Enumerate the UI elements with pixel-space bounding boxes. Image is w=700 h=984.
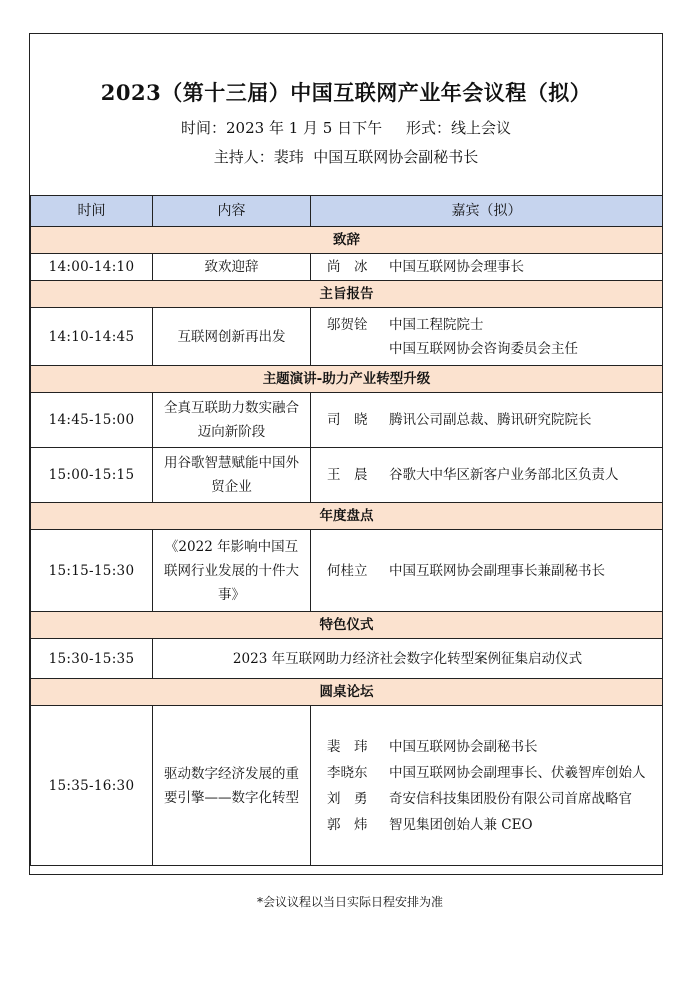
row-content: 全真互联助力数实融合迈向新阶段 (153, 393, 311, 448)
row-time: 14:10-14:45 (31, 308, 153, 366)
row-guests (311, 530, 663, 612)
guest-name: 裴 玮 (327, 738, 368, 755)
row-time: 14:00-14:10 (31, 254, 153, 281)
section-title: 主题演讲-助力产业转型升级 (31, 366, 663, 393)
row-time: 15:30-15:35 (31, 639, 153, 679)
guest-role: 谷歌大中华区新客户业务部北区负责人 (389, 467, 619, 483)
section-row-roundtable (31, 679, 663, 706)
agenda-header (30, 34, 662, 196)
footnote: *会议议程以当日实际日程安排为准 (256, 895, 443, 909)
row-merged-content: 2023 年互联网助力经济社会数字化转型案例征集启动仪式 (153, 639, 663, 679)
row-guests (311, 308, 663, 366)
row-content: 致欢迎辞 (153, 254, 311, 281)
section-row-welcome (31, 227, 663, 254)
table-row (31, 706, 663, 866)
section-title: 致辞 (31, 227, 663, 254)
row-guests (311, 706, 663, 866)
guest-role: 中国互联网协会理事长 (389, 259, 524, 275)
section-title: 主旨报告 (31, 281, 663, 308)
row-guests (311, 254, 663, 281)
guest-role: 腾讯公司副总裁、腾讯研究院院长 (389, 412, 592, 428)
section-row-keynote (31, 281, 663, 308)
section-row-ceremony (31, 612, 663, 639)
guest-role: 奇安信科技集团股份有限公司首席战略官 (389, 790, 632, 807)
row-time: 14:45-15:00 (31, 393, 153, 448)
row-time: 15:00-15:15 (31, 448, 153, 503)
guest-name: 邬贺铨 (327, 316, 368, 333)
row-time: 15:15-15:30 (31, 530, 153, 612)
table-row (31, 530, 663, 612)
header-content: 内容 (153, 196, 311, 227)
row-time: 15:35-16:30 (31, 706, 153, 866)
guest-role: 中国互联网协会副秘书长 (389, 738, 538, 755)
row-content: 驱动数字经济发展的重要引擎——数字化转型 (153, 706, 311, 866)
table-row (31, 393, 663, 448)
guest-role: 智见集团创始人兼 CEO (389, 816, 533, 833)
guest-name: 郭 炜 (327, 816, 368, 833)
row-guests (311, 448, 663, 503)
section-title: 圆桌论坛 (31, 679, 663, 706)
guest-name: 何桂立 (327, 562, 368, 579)
section-row-theme-speech (31, 366, 663, 393)
header-time: 时间 (31, 196, 153, 227)
guest-name: 王 晨 (327, 467, 368, 483)
section-title: 年度盘点 (31, 503, 663, 530)
guest-name: 刘 勇 (327, 790, 368, 807)
table-row (31, 254, 663, 281)
guest-name: 李晓东 (327, 764, 368, 781)
section-row-annual-review (31, 503, 663, 530)
guest-name: 司 晓 (327, 412, 368, 428)
row-content: 《2022 年影响中国互联网行业发展的十件大事》 (153, 530, 311, 612)
row-guests (311, 393, 663, 448)
guest-role: 中国工程院院士 (389, 316, 484, 333)
agenda-frame (29, 33, 663, 875)
header-guests: 嘉宾（拟） (311, 196, 663, 227)
row-content: 用谷歌智慧赋能中国外贸企业 (153, 448, 311, 503)
table-row (31, 308, 663, 366)
guest-name: 尚 冰 (327, 259, 368, 275)
page-title: 2023（第十三届）中国互联网产业年会议程（拟） (100, 80, 592, 105)
guest-role: 中国互联网协会副理事长兼副秘书长 (389, 562, 605, 579)
row-content: 互联网创新再出发 (153, 308, 311, 366)
meeting-host: 主持人：裴玮 中国互联网协会副秘书长 (213, 148, 479, 166)
table-row (31, 448, 663, 503)
meeting-time-format: 时间：2023 年 1 月 5 日下午 形式：线上会议 (181, 119, 511, 137)
section-title: 特色仪式 (31, 612, 663, 639)
guest-role: 中国互联网协会咨询委员会主任 (389, 340, 578, 357)
guest-role: 中国互联网协会副理事长、伏羲智库创始人 (389, 764, 646, 781)
table-row (31, 639, 663, 679)
table-header-row (31, 196, 663, 227)
agenda-table (30, 196, 663, 866)
